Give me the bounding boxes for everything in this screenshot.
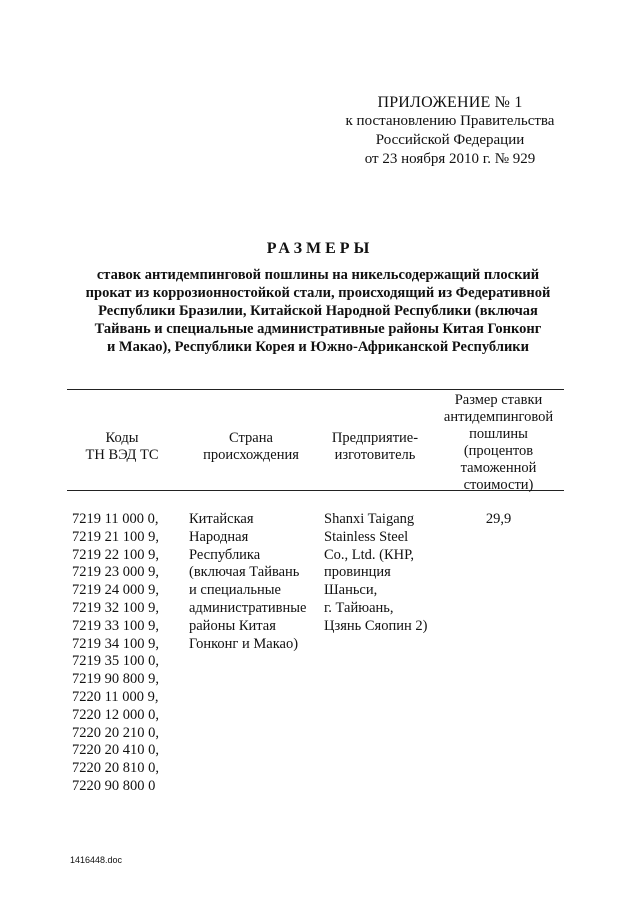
- code-item: 7219 32 100 9,: [72, 599, 159, 616]
- appendix-header: [330, 93, 570, 169]
- country-line: (включая Тайвань: [189, 564, 300, 581]
- table-row: [67, 491, 564, 794]
- producer-line: Stainless Steel: [324, 528, 409, 545]
- code-item: 7219 90 800 9,: [72, 671, 159, 688]
- appendix-line-2: Российской Федерации: [375, 132, 525, 148]
- country-line: административные: [189, 599, 307, 616]
- code-item: 7219 11 000 0,: [72, 511, 159, 527]
- producer-cell: [324, 511, 434, 636]
- code-item: 7219 33 100 9,: [72, 617, 159, 634]
- subtitle-line: прокат из коррозионностойкой стали, происходящий из Федеративной: [85, 285, 551, 301]
- appendix-title: ПРИЛОЖЕНИЕ № 1: [377, 94, 523, 111]
- header-rate: [433, 392, 564, 494]
- document-title: РАЗМЕРЫ: [266, 240, 374, 257]
- header-country-line: Страна: [229, 430, 273, 446]
- country-line: Народная: [189, 528, 249, 545]
- header-rate-line: (процентов: [463, 443, 534, 459]
- header-country: [187, 430, 315, 464]
- table-header: [67, 390, 564, 493]
- header-country-line: происхождения: [203, 447, 299, 463]
- producer-line: Co., Ltd. (КНР,: [324, 546, 415, 563]
- country-line: Китайская: [189, 511, 254, 527]
- header-rate-line: пошлины: [469, 426, 528, 442]
- code-item: 7219 34 100 9,: [72, 635, 159, 652]
- codes-cell: [72, 511, 184, 796]
- country-line: Республика: [189, 546, 261, 563]
- appendix-line-1: к постановлению Правительства: [345, 113, 555, 129]
- code-item: 7219 21 100 9,: [72, 528, 159, 545]
- code-item: 7219 22 100 9,: [72, 546, 159, 563]
- header-producer-line: Предприятие-: [331, 430, 419, 446]
- code-item: 7220 20 210 0,: [72, 724, 159, 741]
- country-line: и специальные: [189, 582, 281, 599]
- code-item: 7220 20 410 0,: [72, 742, 159, 759]
- header-rate-line: стоимости): [463, 477, 534, 493]
- code-item: 7220 20 810 0,: [72, 760, 159, 777]
- header-producer-line: изготовитель: [334, 447, 416, 463]
- document-file-id: 1416448.doc: [70, 855, 123, 865]
- code-item: 7220 12 000 0,: [72, 706, 159, 723]
- code-item: 7219 24 000 9,: [72, 582, 159, 599]
- duty-rates-table: [67, 389, 564, 794]
- country-cell: [189, 511, 319, 653]
- header-rate-line: таможенной: [460, 460, 537, 476]
- producer-line: Shanxi Taigang: [324, 511, 415, 527]
- producer-line: Шаньси,: [324, 582, 378, 599]
- appendix-line-3: от 23 ноября 2010 г. № 929: [364, 151, 536, 167]
- subtitle-line: ставок антидемпинговой пошлины на никельсодержащий плоский: [96, 267, 540, 283]
- producer-line: г. Тайюань,: [324, 599, 394, 616]
- code-item: 7220 11 000 9,: [72, 688, 159, 705]
- header-rate-line: Размер ставки: [454, 392, 543, 408]
- code-item: 7219 23 000 9,: [72, 564, 159, 581]
- subtitle-line: Республики Бразилии, Китайской Народной Республики (включая: [98, 303, 538, 319]
- rate-cell: 29,9: [485, 511, 512, 527]
- country-line: районы Китая: [189, 617, 276, 634]
- document-subtitle: [68, 266, 568, 356]
- code-item: 7219 35 100 0,: [72, 653, 159, 670]
- subtitle-line: и Макао), Республики Корея и Южно-Африканской Республики: [106, 339, 530, 355]
- header-rate-line: антидемпинговой: [443, 409, 554, 425]
- producer-line: Цзянь Сяопин 2): [324, 617, 428, 634]
- producer-line: провинция: [324, 564, 391, 581]
- header-codes: [67, 430, 177, 464]
- header-codes-line: ТН ВЭД ТС: [85, 447, 159, 463]
- header-producer: [321, 430, 429, 464]
- subtitle-line: Тайвань и специальные административные районы Китая Гонконг: [94, 321, 542, 337]
- country-line: Гонконг и Макао): [189, 635, 299, 652]
- header-codes-line: Коды: [105, 430, 139, 446]
- code-item: 7220 90 800 0: [72, 777, 156, 794]
